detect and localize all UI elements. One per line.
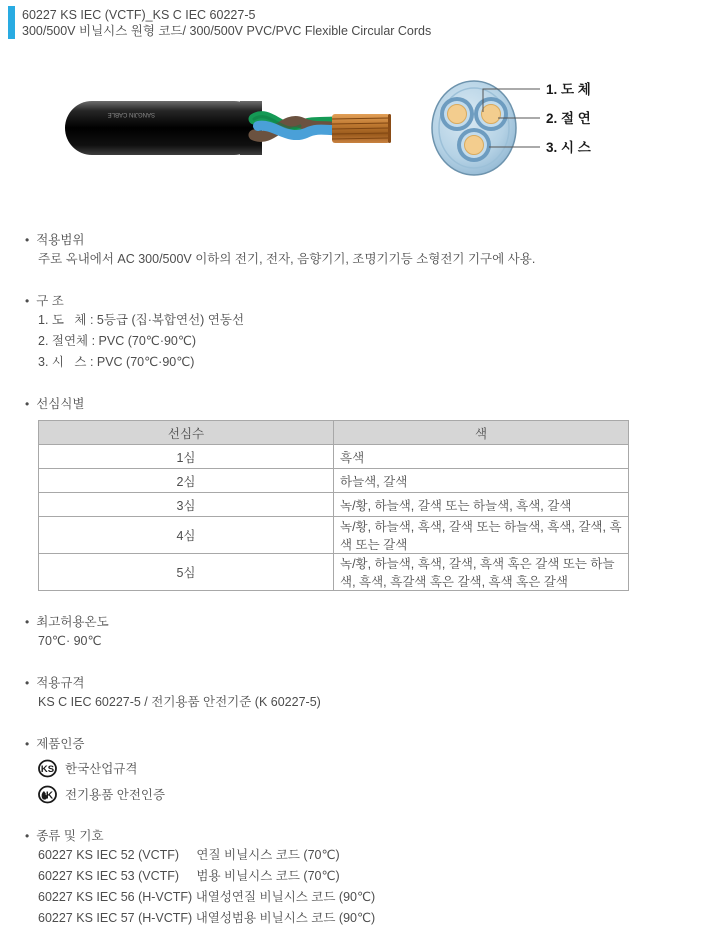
section-title: • 선심식별 [25,396,702,413]
cell-colors: 흑색 [334,445,629,469]
table-row [39,517,629,554]
section-title: • 적용범위 [25,232,702,249]
table-row [39,469,629,493]
label-sheath: 3. 시 스 [546,140,591,155]
cable-image [0,73,712,223]
section-standards [25,675,702,713]
structure-item: 1. 도 체 : 5등급 (집·복합연선) 연동선 [38,313,245,327]
column-header-colors: 색 [334,421,629,445]
ek-mark-icon [38,785,57,804]
cell-colors: 녹/황, 하늘색, 갈색 또는 하늘색, 흑색, 갈색 [334,493,629,517]
section-body: 70℃· 90℃ [38,634,102,648]
cell-colors: 녹/황, 하늘색, 흑색, 갈색 또는 하늘색, 흑색, 갈색, 흑색 또는 갈색 [334,517,629,554]
certification-label: 전기용품 안전인증 [65,788,166,802]
section-body: 주로 옥내에서 AC 300/500V 이하의 전기, 전자, 음향기기, 조명기기등 소형전기 기구에 사용. [38,252,536,266]
cable-brand-print: SANGJIN CABLE [107,111,155,117]
svg-text:K: K [45,790,54,801]
cable-sheath-illustration [65,101,262,155]
section-body: KS C IEC 60227-5 / 전기용품 안전기준 (K 60227-5) [38,695,321,709]
table-row [39,493,629,517]
type-item: 60227 KS IEC 52 (VCTF) 연질 비닐시스 코드 (70℃) [38,848,340,862]
cell-cores: 2심 [39,469,334,493]
cell-colors: 하늘색, 갈색 [334,469,629,493]
section-max-temperature [25,614,702,652]
title-accent-bar [8,6,15,39]
section-scope [25,232,702,270]
section-structure [25,293,702,373]
type-item: 60227 KS IEC 53 (VCTF) 범용 비닐시스 코드 (70℃) [38,869,340,883]
type-item: 60227 KS IEC 56 (H-VCTF) 내열성연질 비닐시스 코드 (90℃) [38,890,376,904]
structure-item: 2. 절연체 : PVC (70℃·90℃) [38,334,197,348]
section-title: • 구 조 [25,293,702,310]
label-insulation: 2. 절 연 [546,111,591,126]
structure-item: 3. 시 스 : PVC (70℃·90℃) [38,355,195,369]
cell-cores: 4심 [39,517,334,554]
page-title: 60227 KS IEC (VCTF)_KS C IEC 60227-5 [22,8,256,22]
type-item: 60227 KS IEC 57 (H-VCTF) 내열성범용 비닐시스 코드 (90℃) [38,911,376,925]
table-header-row [39,421,629,445]
page-header [0,0,712,45]
section-title: • 최고허용온도 [25,614,702,631]
core-color-table [38,420,629,591]
certification-item [38,783,702,805]
cell-cores: 5심 [39,554,334,591]
section-core-identification [25,396,702,591]
certification-label: 한국산업규격 [65,762,138,776]
core-top-right [474,97,508,131]
section-title: • 종류 및 기호 [25,828,702,845]
core-bottom [457,128,491,162]
core-top-left [440,97,474,131]
column-header-cores: 선심수 [39,421,334,445]
section-types [25,828,702,929]
table-row [39,554,629,591]
cell-colors: 녹/황, 하늘색, 흑색, 갈색, 흑색 혹은 갈색 또는 하늘색, 흑색, 흑갈색 혹은 갈색, 흑색 혹은 갈색 [334,554,629,591]
section-title: • 제품인증 [25,736,702,753]
product-illustration [0,73,712,223]
copper-conductor-illustration [332,114,391,143]
cell-cores: 3심 [39,493,334,517]
table-row [39,445,629,469]
section-title: • 적용규격 [25,675,702,692]
page-subtitle: 300/500V 비닐시스 원형 코드/ 300/500V PVC/PVC Flexible Circular Cords [22,24,432,38]
cell-cores: 1심 [39,445,334,469]
ks-mark-icon [38,759,57,778]
label-conductor: 1. 도 체 [546,82,591,97]
cable-wires-illustration [254,117,338,137]
cross-section-diagram [432,81,516,175]
certification-item [38,757,702,779]
svg-text:KS: KS [40,763,55,775]
section-certification [25,736,702,805]
